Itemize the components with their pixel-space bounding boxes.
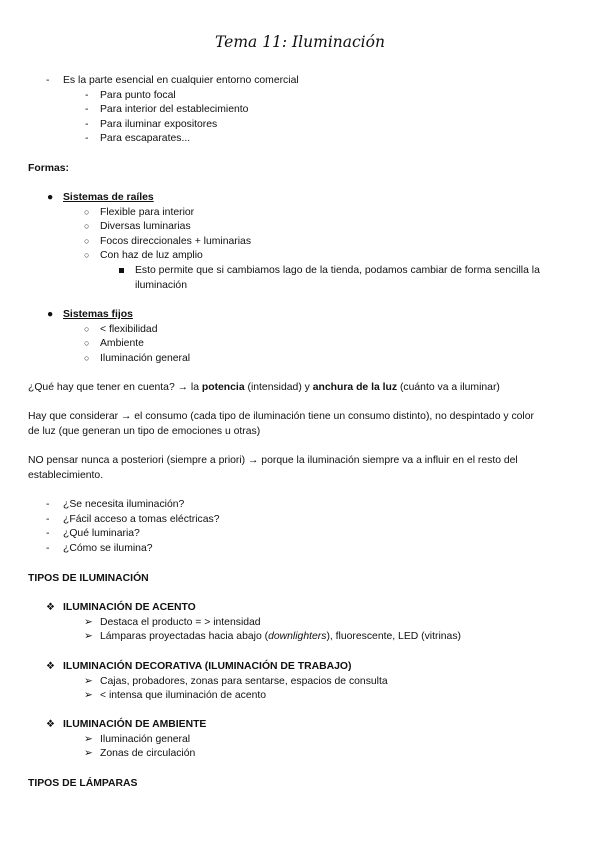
diamond-bullet: ❖ (46, 661, 55, 672)
arrow-bullet: ➢ (84, 617, 93, 628)
rail-systems-heading: Sistemas de raíles (63, 192, 154, 203)
arrow-bullet: ➢ (84, 748, 93, 759)
circle-bullet: ○ (84, 236, 90, 246)
list-item: ¿Se necesita iluminación? (63, 499, 185, 510)
circle-bullet: ○ (84, 338, 90, 348)
never-paragraph: NO pensar nunca a posteriori (siempre a priori) → porque la iluminación siempre va a influir en el resto del establecimiento. (28, 455, 518, 481)
dash-bullet: - (46, 499, 50, 510)
list-item: Para iluminar expositores (100, 119, 218, 130)
fixed-systems-heading: Sistemas fijos (63, 309, 133, 320)
list-item: < intensa que iluminación de acento (100, 690, 267, 701)
dash-bullet: - (46, 75, 50, 86)
ambiente-heading: ILUMINACIÓN DE AMBIENTE (63, 719, 207, 730)
intro-main: Es la parte esencial en cualquier entorno comercial (63, 75, 299, 86)
list-item: Con haz de luz amplio (100, 250, 203, 261)
circle-bullet: ○ (84, 250, 90, 260)
list-item: Para punto focal (100, 90, 176, 101)
list-item: Destaca el producto = > intensidad (100, 617, 261, 628)
list-item: Diversas luminarias (100, 221, 191, 232)
list-item: Ambiente (100, 338, 144, 349)
dash-bullet: - (46, 543, 50, 554)
question-paragraph: ¿Qué hay que tener en cuenta? → la potencia (intensidad) y anchura de la luz (cuánto va a iluminar) (28, 382, 500, 393)
circle-bullet: ○ (84, 353, 90, 363)
circle-bullet: ○ (84, 324, 90, 334)
circle-bullet: ○ (84, 221, 90, 231)
dash-bullet: - (85, 119, 89, 130)
section-heading-lamparas: TIPOS DE LÁMPARAS (28, 778, 138, 789)
list-item: Cajas, probadores, zonas para sentarse, espacios de consulta (100, 676, 388, 687)
dash-bullet: - (85, 90, 89, 101)
arrow-bullet: ➢ (84, 734, 93, 745)
diamond-bullet: ❖ (46, 719, 55, 730)
list-item: ¿Fácil acceso a tomas eléctricas? (63, 514, 220, 525)
list-item: Iluminación general (100, 734, 191, 745)
list-item: Focos direccionales + luminarias (100, 236, 252, 247)
disc-bullet: ● (47, 192, 54, 203)
list-item: Lámparas proyectadas hacia abajo (downlighters), fluorescente, LED (vitrinas) (100, 631, 461, 642)
dash-bullet: - (46, 514, 50, 525)
list-item: Para escaparates... (100, 133, 191, 144)
arrow-bullet: ➢ (84, 631, 93, 642)
list-item: Iluminación general (100, 353, 191, 364)
dash-bullet: - (46, 528, 50, 539)
decorativa-heading: ILUMINACIÓN DECORATIVA (ILUMINACIÓN DE TRABAJO) (63, 661, 352, 672)
disc-bullet: ● (47, 309, 54, 320)
list-item: ¿Cómo se ilumina? (63, 543, 153, 554)
list-item: ¿Qué luminaria? (63, 528, 140, 539)
list-item: Zonas de circulación (100, 748, 196, 759)
arrow-bullet: ➢ (84, 690, 93, 701)
dash-bullet: - (85, 104, 89, 115)
consider-paragraph: Hay que considerar → el consumo (cada tipo de iluminación tiene un consumo distinto), no despintado y color de luz (que generan un tipo de emociones u otras) (28, 411, 534, 437)
section-heading-tipos: TIPOS DE ILUMINACIÓN (28, 573, 149, 584)
section-heading-formas: Formas: (28, 163, 69, 174)
list-item: Para interior del establecimiento (100, 104, 249, 115)
arrow-bullet: ➢ (84, 676, 93, 687)
acento-heading: ILUMINACIÓN DE ACENTO (63, 602, 196, 613)
list-item: Flexible para interior (100, 207, 195, 218)
square-bullet (119, 264, 124, 277)
list-item: < flexibilidad (100, 324, 158, 335)
diamond-bullet: ❖ (46, 602, 55, 613)
dash-bullet: - (85, 133, 89, 144)
page-title: Tema 11: Iluminación (215, 33, 385, 51)
circle-bullet: ○ (84, 207, 90, 217)
rail-note: Esto permite que si cambiamos lago de la tienda, podamos cambiar de forma sencilla la iluminación (135, 265, 540, 291)
